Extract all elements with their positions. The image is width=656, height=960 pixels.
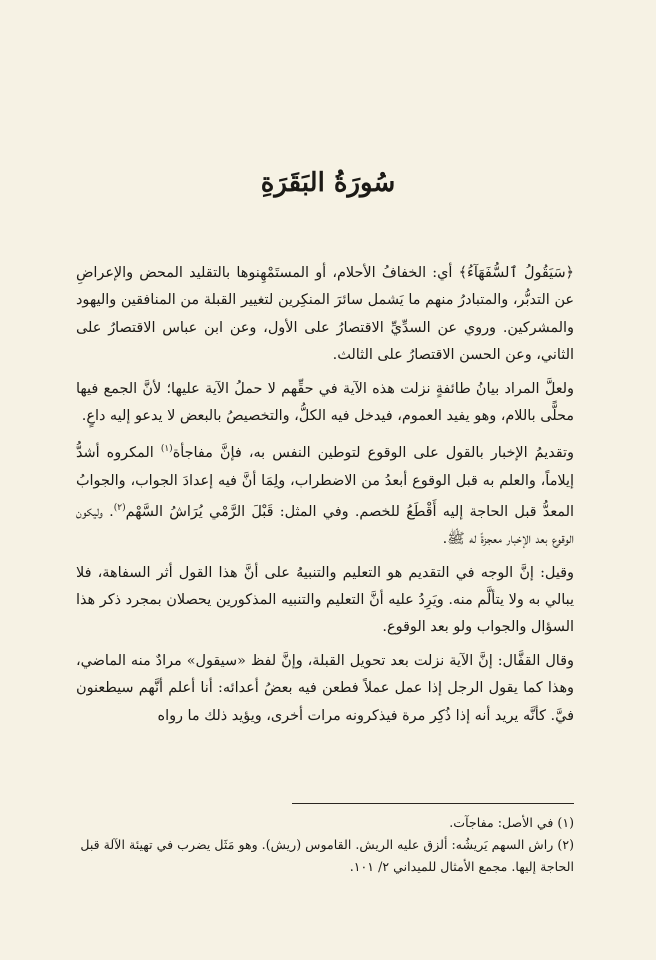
paragraph-1	[76, 260, 574, 370]
footnote-divider	[292, 803, 574, 804]
footnote-ref-2[interactable]: (٢)	[113, 503, 126, 514]
paragraph-text: وقال القفَّال: إنَّ الآية نزلت بعد تحويل القبلة، وإنَّ لفظ «سيقول» مرادٌ منه الماضي، وهذا كما يقول الرجل إذا عمل عملاً فطعن فيه بعضُ أعدائه: أنا أعلم أنَّهم سيطعنون فيَّ. كأنَّه يريد أنه إذا ذُكِر مرة فيذكرونه مرات أخرى، ويؤيد ذلك ما رواه	[76, 652, 574, 724]
footnote-1: (١) في الأصل: مفاجآت.	[449, 815, 574, 830]
paragraph-5	[76, 648, 574, 730]
paragraph-4	[76, 560, 574, 642]
main-text	[76, 260, 574, 736]
footnotes	[76, 812, 574, 878]
surah-title: سُورَةُ البَقَرَةِ	[260, 168, 396, 198]
footnote-ref-1[interactable]: (١)	[160, 444, 173, 455]
quran-quote: ﴿سَيَقُولُ ٱلسُّفَهَآءُ﴾	[458, 265, 574, 281]
paragraph-2	[76, 376, 574, 431]
footnote-2: (٢) راش السهم يَريشُه: ألزق عليه الريش. القاموس (ريش). وهو مَثَل يضرب في تهيئة الآلة قبل الحاجة إليها. مجمع الأمثال للميداني ٢/ ١٠١.	[80, 837, 574, 874]
paragraph-3	[76, 436, 574, 553]
paragraph-text: أي: الخفافُ الأحلام، أو المستَمْهِنوها بالتقليد المحض والإعراضِ عن التدبُّر، والمتبادرُ منهم ما يَشمل سائرَ المنكِرين لتغيير القبلة من المنافقين واليهود والمشركين. وروي عن السدِّيِّ الاقتصارُ على الأول، وعن ابن عباس الاقتصارُ على الثاني، وعن الحسن الاقتصارُ على الثالث.	[76, 265, 574, 364]
paragraph-text: المكروه أشدُّ إيلاماً، والعلم به قبل الوقوع أبعدُ من الاضطراب، ولِمَا أنَّ فيه إعدادَ الجواب، والجوابُ المعدُّ قبل الحاجة إليه أَقْطَعُ للخصم. وفي المثل: قَبْلَ الرَّمْي يُرَاشُ السَّهْم	[76, 445, 574, 520]
paragraph-text: وتقديمُ الإخبار بالقول على الوقوع لتوطين النفس به، فإنَّ مفاجأة	[172, 445, 574, 462]
paragraph-text: . وليكون الوقوع بعد الإخبار معجزةً له ﷺ.	[76, 503, 574, 548]
paragraph-text: ولعلَّ المراد بيانُ طائفةٍ نزلت هذه الآية في حقِّهم لا حملُ الآية عليها؛ لأنَّ الجمع فيها محلًّى باللام، وهو يفيد العموم، فيدخل فيه الكلُّ، والتخصيصُ بالبعض لا يدعو إليه داعٍ.	[76, 380, 574, 425]
paragraph-text: وقيل: إنَّ الوجه في التقديم هو التعليم والتنبيهُ على أنَّ هذا القول أثر السفاهة، فلا يبالي به ولا يتألَّم منه. ويَرِدُ عليه أنَّ التعليم والتنبيه المذكورين يحصلان بمجرد ذكر هذا السؤال والجواب ولو بعد الوقوع.	[76, 564, 574, 636]
